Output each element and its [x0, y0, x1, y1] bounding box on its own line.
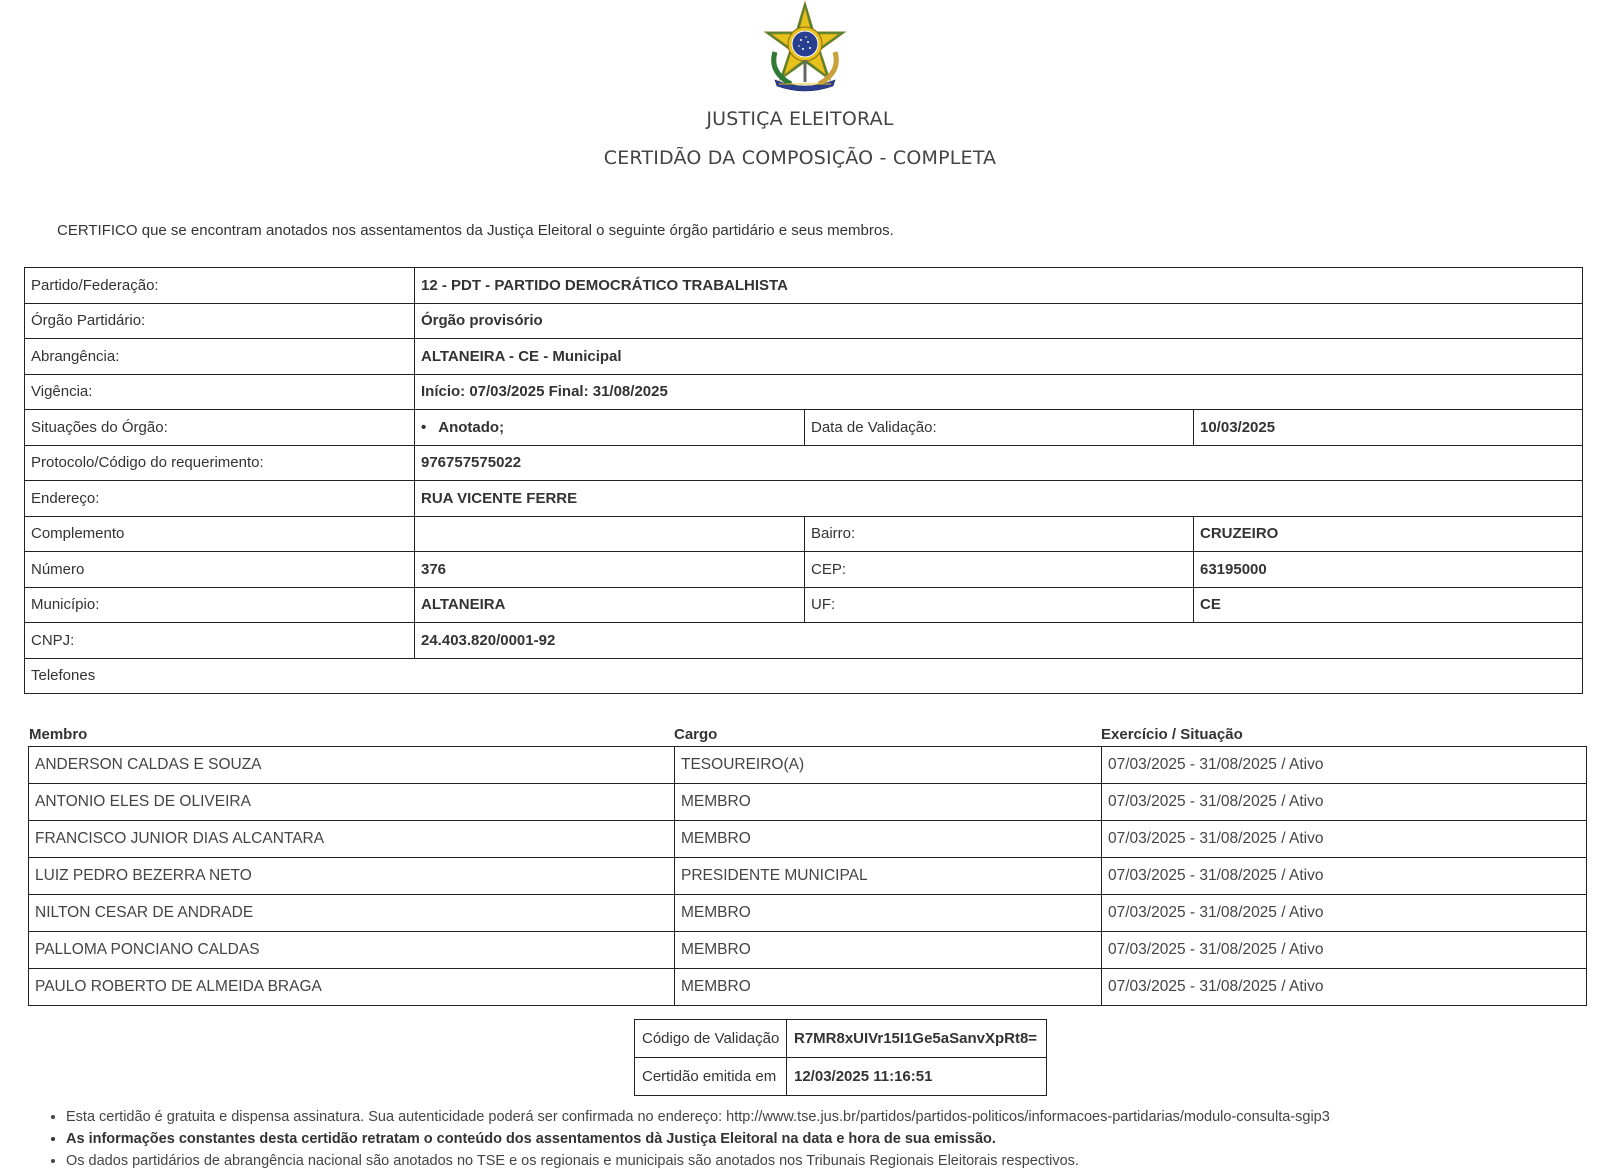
validation-row-emitida: [635, 1058, 1047, 1096]
member-name: PAULO ROBERTO DE ALMEIDA BRAGA: [29, 969, 675, 1006]
member-cargo: MEMBRO: [675, 932, 1102, 969]
codigo-validacao-value: R7MR8xUIVr15I1Ge5aSanvXpRt8=: [787, 1020, 1047, 1058]
table-row: [29, 784, 1587, 821]
partido-label: Partido/Federação:: [25, 268, 415, 304]
uf-value: CE: [1194, 587, 1583, 623]
table-row: [29, 858, 1587, 895]
member-name: FRANCISCO JUNIOR DIAS ALCANTARA: [29, 821, 675, 858]
member-cargo: MEMBRO: [675, 784, 1102, 821]
cep-value: 63195000: [1194, 552, 1583, 588]
member-exercicio: 07/03/2025 - 31/08/2025 / Ativo: [1102, 784, 1587, 821]
complemento-label: Complemento: [25, 516, 415, 552]
abrangencia-value: ALTANEIRA - CE - Municipal: [415, 339, 1583, 375]
codigo-validacao-label: Código de Validação: [635, 1020, 787, 1058]
certification-statement: CERTIFICO que se encontram anotados nos assentamentos da Justiça Eleitoral o seguinte órgão partidário e seus membros.: [57, 222, 894, 239]
info-row-orgao: [25, 303, 1583, 339]
numero-label: Número: [25, 552, 415, 588]
abrangencia-label: Abrangência:: [25, 339, 415, 375]
table-row: [29, 895, 1587, 932]
member-cargo: MEMBRO: [675, 821, 1102, 858]
member-name: LUIZ PEDRO BEZERRA NETO: [29, 858, 675, 895]
page-subtitle: CERTIDÃO DA COMPOSIÇÃO - COMPLETA: [603, 147, 997, 169]
organ-info-table: [24, 267, 1583, 694]
member-exercicio: 07/03/2025 - 31/08/2025 / Ativo: [1102, 858, 1587, 895]
info-row-vigencia: [25, 374, 1583, 410]
endereco-label: Endereço:: [25, 481, 415, 517]
info-row-situacoes: [25, 410, 1583, 446]
protocolo-label: Protocolo/Código do requerimento:: [25, 445, 415, 481]
uf-label: UF:: [805, 587, 1194, 623]
protocolo-value: 976757575022: [415, 445, 1583, 481]
certidao-emitida-label: Certidão emitida em: [635, 1058, 787, 1096]
members-header-cargo: Cargo: [674, 726, 718, 743]
coat-of-arms-emblem: [758, 0, 852, 96]
footnote-jurisdiction: • Os dados partidários de abrangência nacional são anotados no TSE e os regionais e municipais são anotados nos Tribunais Regionais Eleitorais respectivos.: [66, 1150, 1586, 1172]
footnotes-list: [44, 1106, 1586, 1172]
table-row: [29, 821, 1587, 858]
member-exercicio: 07/03/2025 - 31/08/2025 / Ativo: [1102, 969, 1587, 1006]
bairro-value: CRUZEIRO: [1194, 516, 1583, 552]
page-title: JUSTIÇA ELEITORAL: [706, 108, 894, 130]
numero-value: 376: [415, 552, 805, 588]
member-name: ANTONIO ELES DE OLIVEIRA: [29, 784, 675, 821]
info-row-partido: [25, 268, 1583, 304]
situacoes-value-cell: [415, 410, 805, 446]
member-cargo: TESOUREIRO(A): [675, 747, 1102, 784]
info-row-endereco: [25, 481, 1583, 517]
complemento-value: [415, 516, 805, 552]
member-name: NILTON CESAR DE ANDRADE: [29, 895, 675, 932]
member-exercicio: 07/03/2025 - 31/08/2025 / Ativo: [1102, 895, 1587, 932]
telefones-label: Telefones: [25, 658, 415, 694]
cnpj-label: CNPJ:: [25, 623, 415, 659]
table-row: [29, 932, 1587, 969]
members-header-membro: Membro: [29, 726, 88, 743]
cnpj-value: 24.403.820/0001-92: [415, 623, 1583, 659]
info-row-complemento: [25, 516, 1583, 552]
footnote-content-disclaimer: • As informações constantes desta certidão retratam o conteúdo dos assentamentos dà Justiça Eleitoral na data e hora de sua emissão.: [66, 1128, 1586, 1150]
data-validacao-value: 10/03/2025: [1194, 410, 1583, 446]
vigencia-value: Início: 07/03/2025 Final: 31/08/2025: [415, 374, 1583, 410]
validation-table: [634, 1019, 1047, 1096]
info-row-abrangencia: [25, 339, 1583, 375]
member-cargo: PRESIDENTE MUNICIPAL: [675, 858, 1102, 895]
endereco-value: RUA VICENTE FERRE: [415, 481, 1583, 517]
members-header-exercicio: Exercício / Situação: [1101, 726, 1243, 743]
cep-label: CEP:: [805, 552, 1194, 588]
footnote-authenticity: • Esta certidão é gratuita e dispensa assinatura. Sua autenticidade poderá ser confirmada no endereço: http://www.tse.jus.br/partidos/partidos-politicos/informacoes-partidarias/modulo-consulta-sgip3: [66, 1106, 1586, 1128]
orgao-label: Órgão Partidário:: [25, 303, 415, 339]
validation-row-codigo: [635, 1020, 1047, 1058]
member-cargo: MEMBRO: [675, 895, 1102, 932]
table-row: [29, 747, 1587, 784]
certidao-emitida-value: 12/03/2025 11:16:51: [787, 1058, 1047, 1096]
orgao-value: Órgão provisório: [415, 303, 1583, 339]
municipio-value: ALTANEIRA: [415, 587, 805, 623]
vigencia-label: Vigência:: [25, 374, 415, 410]
member-name: ANDERSON CALDAS E SOUZA: [29, 747, 675, 784]
member-name: PALLOMA PONCIANO CALDAS: [29, 932, 675, 969]
situacoes-value: Anotado;: [438, 418, 505, 436]
info-row-protocolo: [25, 445, 1583, 481]
data-validacao-label: Data de Validação:: [805, 410, 1194, 446]
info-row-numero: [25, 552, 1583, 588]
bullet-icon: •: [421, 418, 427, 436]
members-table: [28, 746, 1587, 1006]
situacoes-label: Situações do Órgão:: [25, 410, 415, 446]
info-row-municipio: [25, 587, 1583, 623]
info-row-cnpj: [25, 623, 1583, 659]
bairro-label: Bairro:: [805, 516, 1194, 552]
municipio-label: Município:: [25, 587, 415, 623]
table-row: [29, 969, 1587, 1006]
info-row-telefones: [25, 658, 1583, 694]
member-exercicio: 07/03/2025 - 31/08/2025 / Ativo: [1102, 747, 1587, 784]
member-exercicio: 07/03/2025 - 31/08/2025 / Ativo: [1102, 932, 1587, 969]
telefones-value: [415, 658, 1583, 694]
partido-value: 12 - PDT - PARTIDO DEMOCRÁTICO TRABALHISTA: [415, 268, 1583, 304]
member-exercicio: 07/03/2025 - 31/08/2025 / Ativo: [1102, 821, 1587, 858]
member-cargo: MEMBRO: [675, 969, 1102, 1006]
